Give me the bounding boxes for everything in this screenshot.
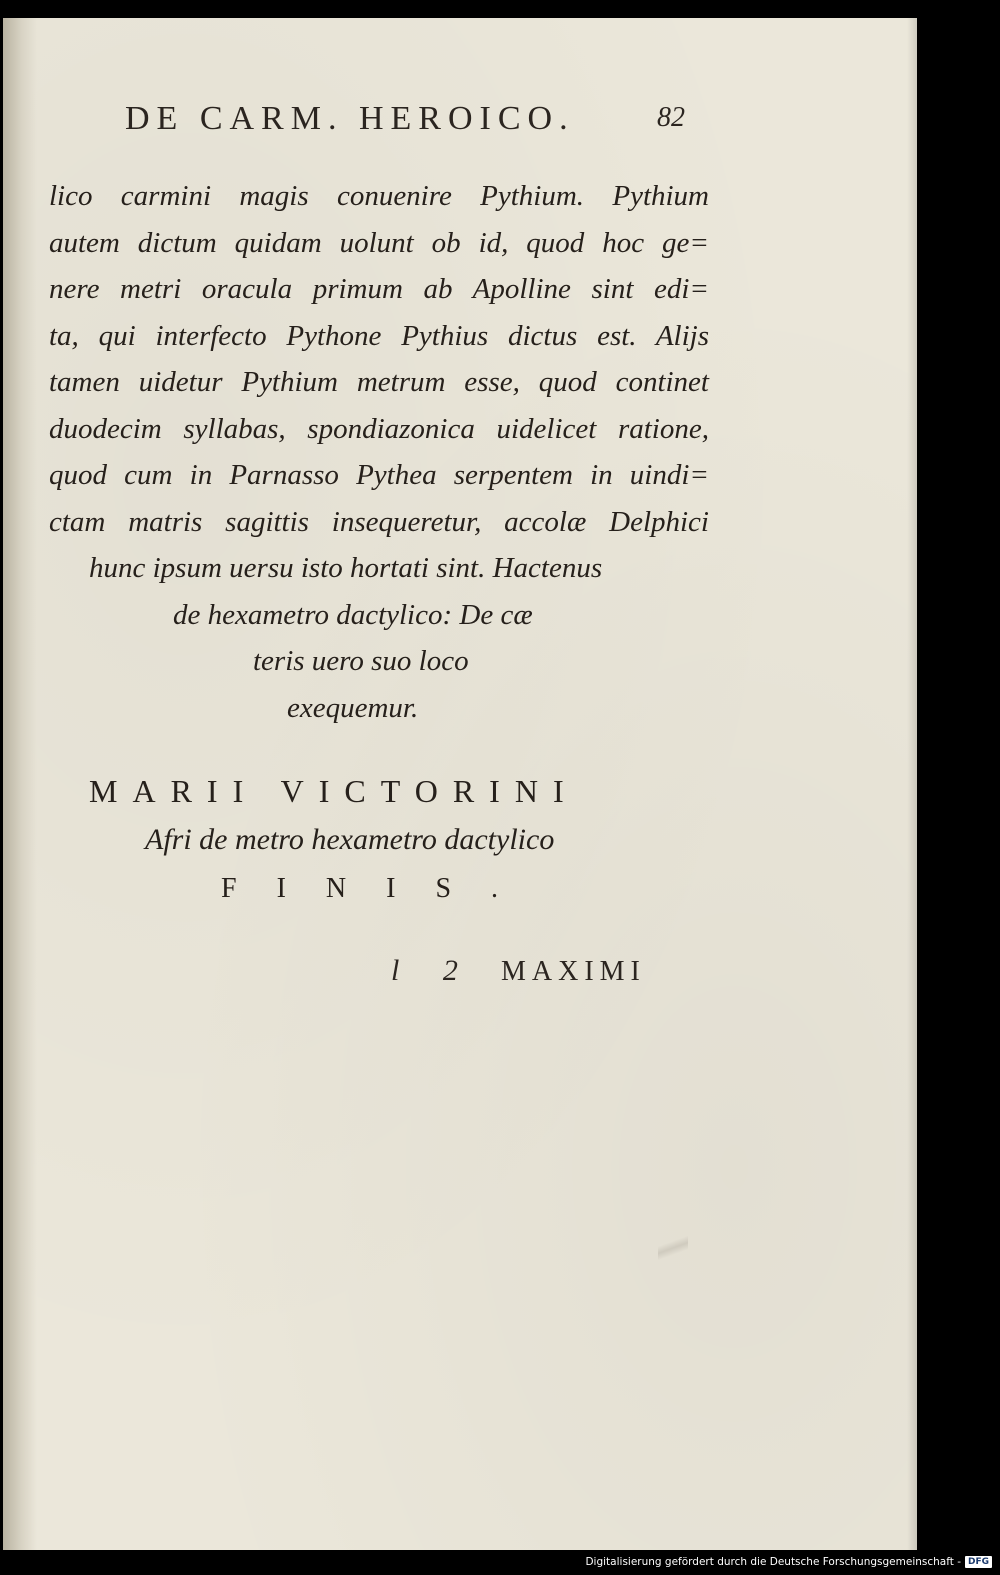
text-line: duodecim syllabas, spondiazonica uidelicet ratione, xyxy=(49,412,709,445)
body-text xyxy=(49,173,709,731)
text-line: ta, qui interfecto Pythone Pythius dictus est. Alijs xyxy=(49,319,709,352)
page-number: 82 xyxy=(657,102,685,133)
paper-blemish xyxy=(658,1218,688,1278)
colophon-subtitle: Afri de metro hexametro dactylico xyxy=(145,823,555,856)
text-line: de hexametro dactylico: De cæ xyxy=(173,598,533,631)
catchword: MAXIMI xyxy=(501,956,646,987)
digitization-footer xyxy=(585,1553,992,1571)
text-line: ctam matris sagittis insequeretur, accolæ Delphici xyxy=(49,505,709,538)
footer-credit: Digitalisierung gefördert durch die Deutsche Forschungsgemeinschaft - xyxy=(585,1556,961,1568)
text-line: autem dictum quidam uolunt ob id, quod hoc ge= xyxy=(49,226,709,259)
dfg-logo-icon: DFG xyxy=(965,1556,992,1568)
text-line: lico carmini magis conuenire Pythium. Pythium xyxy=(49,180,709,212)
text-line: quod cum in Parnasso Pythea serpentem in uindi= xyxy=(49,459,709,491)
page-edge-shadow xyxy=(907,18,917,1550)
text-line: exequemur. xyxy=(287,691,419,724)
colophon-author: MARII VICTORINI xyxy=(89,773,579,809)
text-line: nere metri oracula primum ab Apolline sint edi= xyxy=(49,273,709,305)
text-line: hunc ipsum uersu isto hortati sint. Hactenus xyxy=(89,552,603,584)
running-head: DE CARM. HEROICO. xyxy=(125,100,575,137)
book-page xyxy=(3,18,917,1550)
signature-mark: l 2 xyxy=(391,954,476,987)
text-line: teris uero suo loco xyxy=(253,645,469,677)
page-gutter-shadow xyxy=(3,18,37,1550)
text-line: tamen uidetur Pythium metrum esse, quod continet xyxy=(49,366,709,398)
colophon-finis: FINIS. xyxy=(221,873,539,904)
page-header xyxy=(125,100,685,146)
